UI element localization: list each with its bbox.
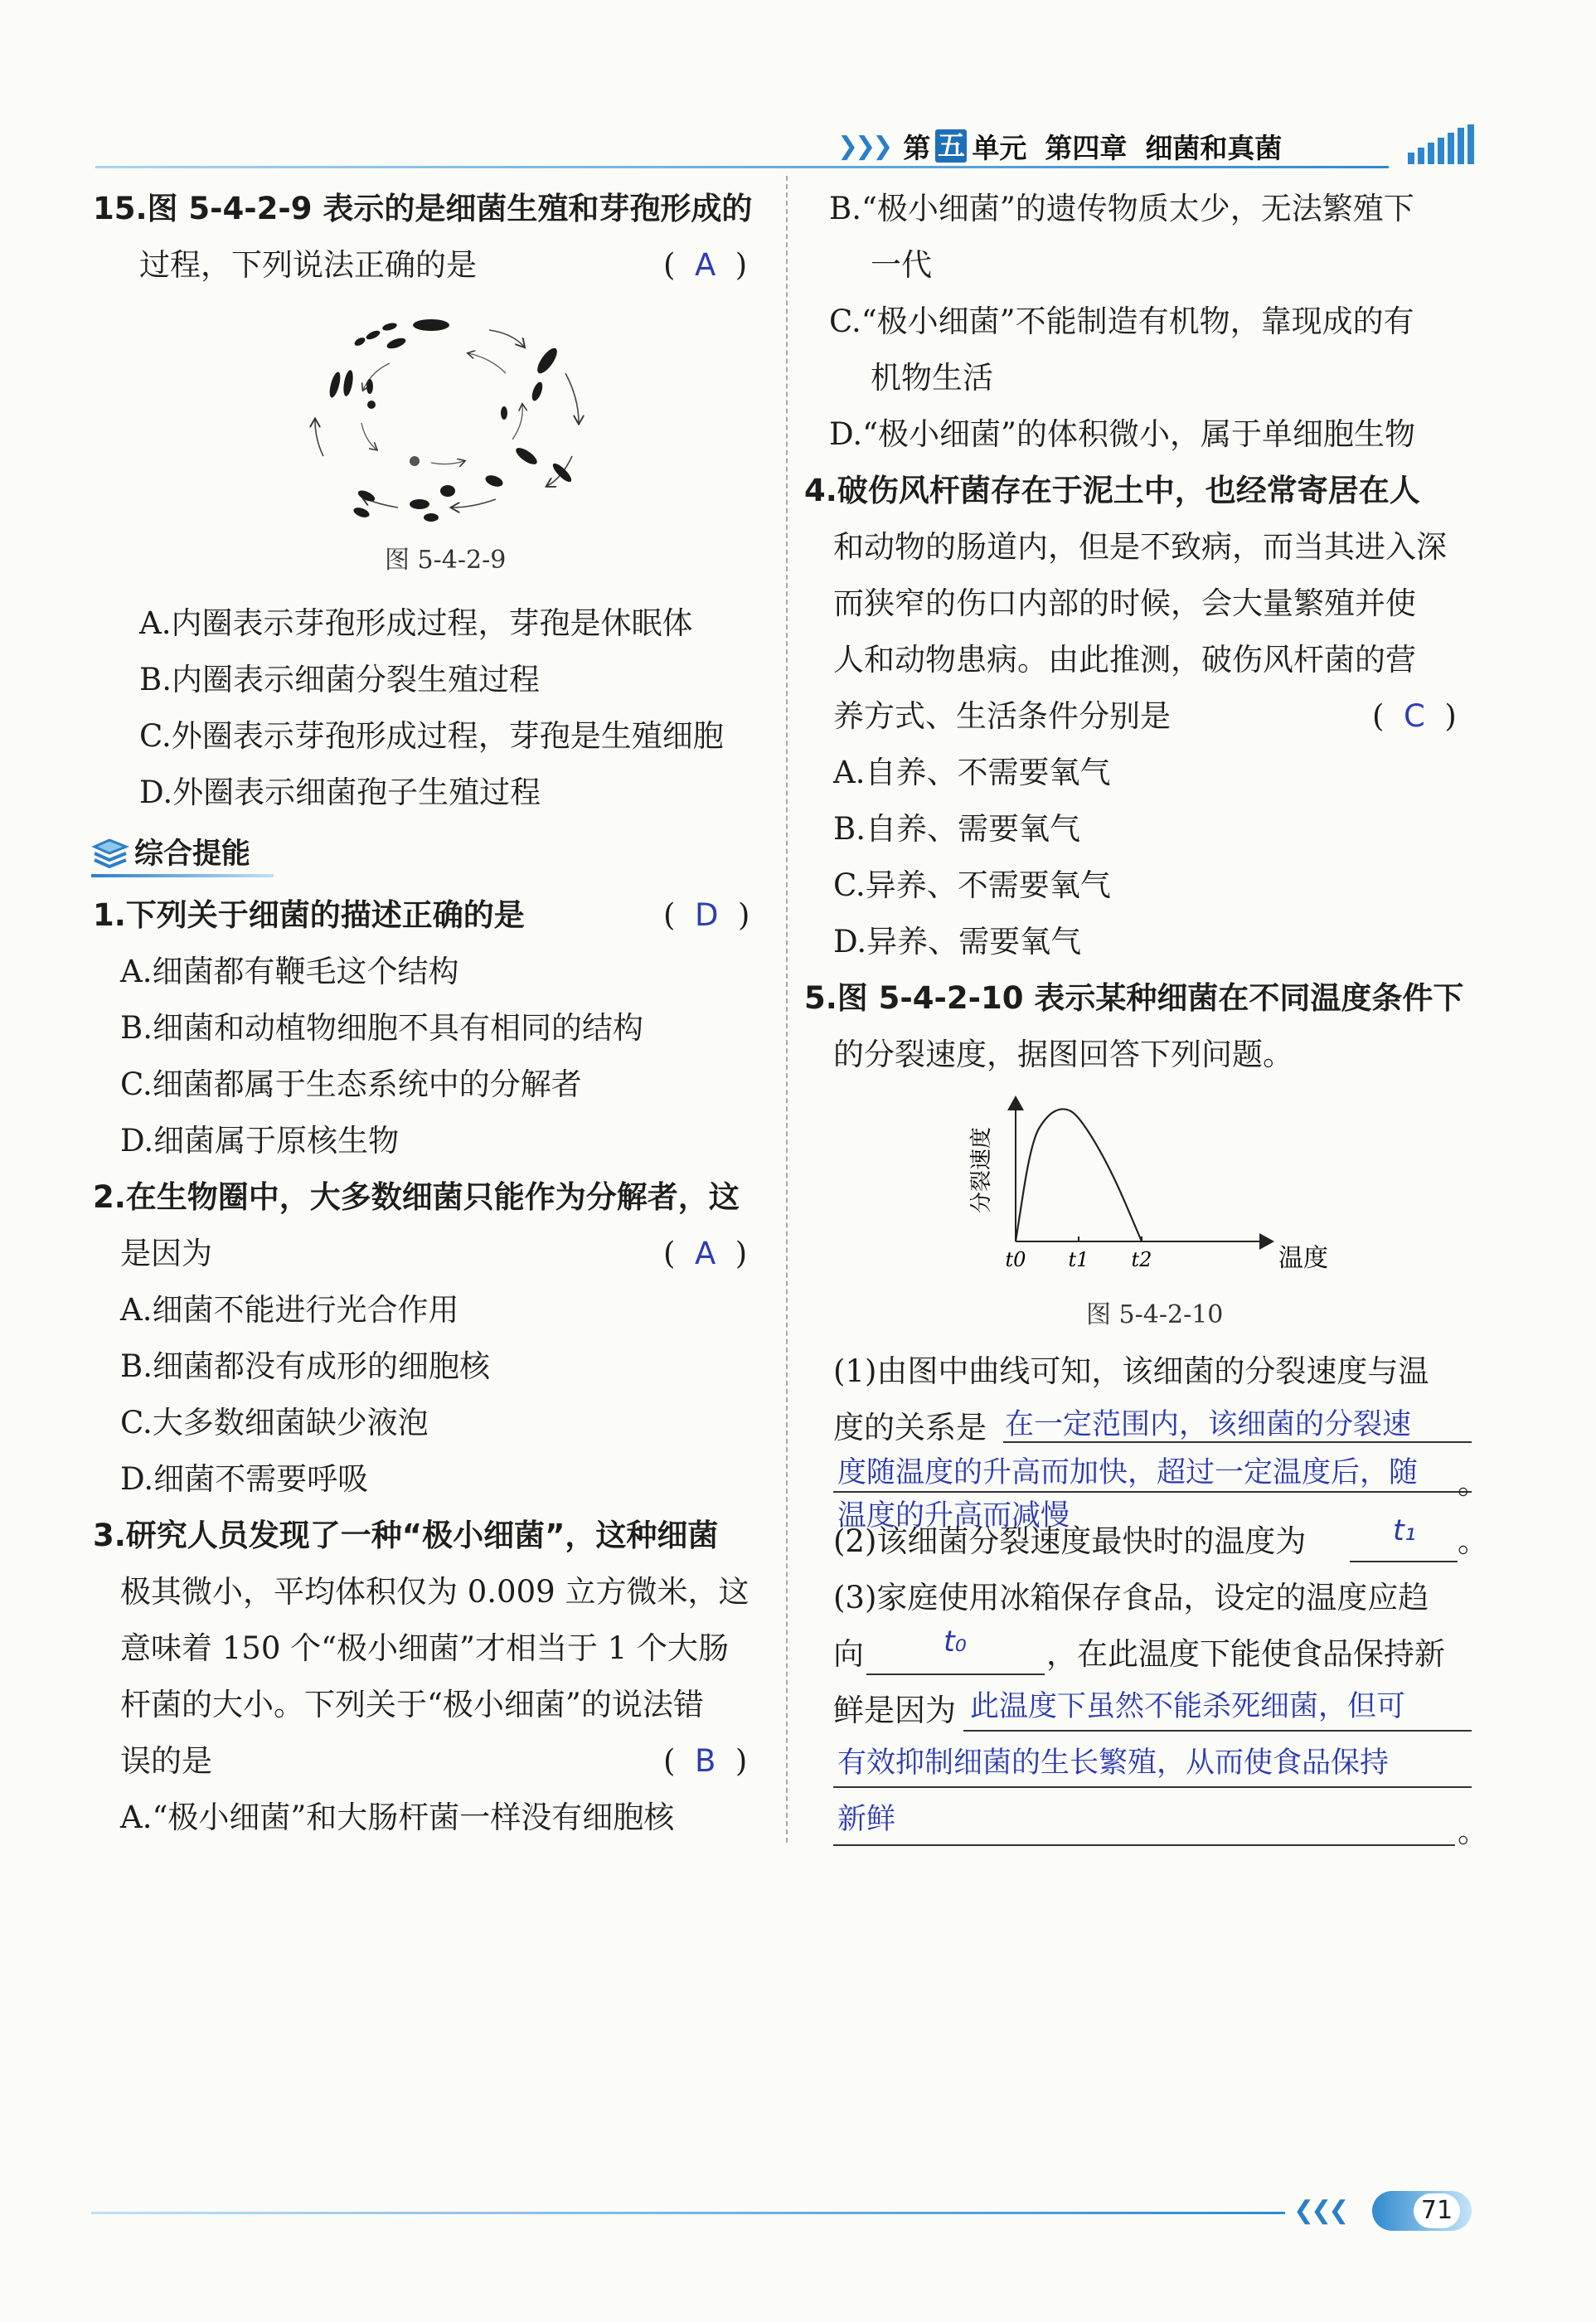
figure-caption-9: 图 5-4-2-9	[385, 546, 507, 575]
answer-line-6	[833, 1785, 1472, 1788]
q4-option-a: A.自养、不需要氧气	[833, 755, 1111, 790]
answer-line-4	[866, 1672, 1045, 1675]
q3-option-c-line1: C.“极小细菌”不能制造有机物，靠现成的有	[829, 304, 1414, 339]
q2-option-b: B.细菌都没有成形的细胞核	[120, 1348, 490, 1384]
period-1: 。	[1458, 1465, 1488, 1501]
x-tick-label: t0	[1005, 1248, 1026, 1271]
q4-answer-bracket: ( C )	[1372, 698, 1457, 734]
period-2: 。	[1458, 1523, 1488, 1559]
books-icon	[91, 835, 129, 868]
q15-option-b: B.内圈表示细菌分裂生殖过程	[139, 662, 540, 697]
q15-line1: 15.图 5-4-2-9 表示的是细菌生殖和芽孢形成的	[93, 191, 753, 226]
x-axis-label: 温度	[1278, 1244, 1328, 1273]
q5-sub3-answer-2: 有效抑制细菌的生长繁殖，从而使食品保持	[837, 1746, 1390, 1780]
q15-option-c: C.外圈表示芽孢形成过程，芽孢是生殖细胞	[139, 718, 724, 754]
q1-option-c: C.细菌都属于生态系统中的分解者	[120, 1066, 582, 1102]
answer-line-5	[963, 1728, 1472, 1732]
q4-line1: 4.破伤风杆菌存在于泥土中，也经常寄居在人	[804, 473, 1420, 508]
header-unit: 单元	[972, 131, 1027, 164]
series-curve	[1016, 1109, 1142, 1241]
section-title	[91, 831, 250, 872]
q2-option-c: C.大多数细菌缺少液泡	[120, 1405, 429, 1440]
y-axis-label: 分裂速度	[969, 1126, 994, 1214]
q3-line1: 3.研究人员发现了一种“极小细菌”，这种细菌	[93, 1518, 719, 1553]
q2-option-a: A.细菌不能进行光合作用	[120, 1292, 459, 1328]
q2-answer-bracket: ( A )	[663, 1236, 748, 1271]
unit-number: 五	[935, 129, 967, 163]
header-rule	[95, 166, 1389, 168]
q3-option-b-line1: B.“极小细菌”的遗传物质太少，无法繁殖下	[829, 191, 1414, 226]
q5-sub3-post: ，在此温度下能使食品保持新	[1046, 1636, 1445, 1672]
q5-sub1-line2: 度的关系是	[833, 1410, 987, 1445]
q5-sub3-answer-3: 新鲜	[837, 1803, 896, 1836]
q5-sub1-answer-1: 在一定范围内，该细菌的分裂速	[1005, 1408, 1412, 1441]
q5-sub2-answer: t₁	[1393, 1514, 1416, 1547]
q5-sub1-answer-2: 度随温度的升高而加快，超过一定温度后，随	[837, 1456, 1419, 1489]
q5-sub3-line3: 鲜是因为	[833, 1693, 956, 1728]
q1-answer-bracket: ( D )	[663, 897, 750, 933]
q4-option-d: D.异养、需要氧气	[833, 924, 1082, 959]
q4-line3: 而狭窄的伤口内部的时候，会大量繁殖并使	[833, 585, 1416, 621]
q5-sub3-pre: 向	[833, 1636, 864, 1672]
answer-line-7	[833, 1843, 1455, 1846]
q5-line1: 5.图 5-4-2-10 表示某种细菌在不同温度条件下	[804, 980, 1464, 1016]
q15-line2: 过程，下列说法正确的是	[139, 247, 477, 283]
q5-sub3-answer-1: 此温度下虽然不能杀死细菌，但可	[970, 1690, 1406, 1723]
q4-line4: 人和动物患病。由此推测，破伤风杆菌的营	[833, 642, 1416, 678]
q4-option-b: B.自养、需要氧气	[833, 811, 1080, 847]
q3-answer-bracket: ( B )	[663, 1743, 748, 1779]
x-tick-label: t2	[1131, 1248, 1152, 1271]
q1-answer: D	[694, 897, 719, 933]
q4-option-c: C.异养、不需要氧气	[833, 867, 1111, 903]
page-number: 71	[1414, 2193, 1460, 2228]
q1-option-b: B.细菌和动植物细胞不具有相同的结构	[120, 1010, 643, 1046]
signal-bars-icon	[1408, 124, 1476, 164]
q15-answer-bracket: ( A )	[663, 247, 748, 283]
figure-caption-10: 图 5-4-2-10	[1086, 1300, 1224, 1329]
q3-option-c-line2: 机物生活	[871, 360, 993, 396]
q2-answer: A	[694, 1236, 716, 1271]
page-number-badge	[1372, 2191, 1472, 2231]
q1-stem: 1.下列关于细菌的描述正确的是	[93, 897, 525, 933]
section-title-text: 综合提能	[134, 838, 251, 871]
q5-sub2: (2)该细菌分裂速度最快时的温度为	[833, 1523, 1307, 1559]
q3-line4: 杆菌的大小。下列关于“极小细菌”的说法错	[120, 1687, 704, 1722]
q3-line3: 意味着 150 个“极小细菌”才相当于 1 个大肠	[120, 1630, 730, 1666]
q2-line2: 是因为	[120, 1236, 212, 1271]
footer-rule	[91, 2212, 1285, 2214]
q3-option-a: A.“极小细菌”和大肠杆菌一样没有细胞核	[120, 1800, 675, 1835]
answer-line-3	[1350, 1559, 1458, 1562]
footer-arrows-icon: ❮❮❮	[1293, 2196, 1346, 2225]
q3-answer: B	[694, 1743, 716, 1779]
q5-sub3-answer-temp: t₀	[944, 1625, 967, 1659]
page-header	[837, 124, 1282, 168]
q3-line5: 误的是	[120, 1743, 212, 1779]
header-title: 细菌和真菌	[1145, 131, 1283, 164]
q15-answer: A	[694, 247, 716, 283]
header-prefix: 第	[903, 131, 931, 164]
column-divider	[786, 176, 788, 1843]
q4-answer: C	[1403, 698, 1425, 734]
q1-option-a: A.细菌都有鞭毛这个结构	[120, 954, 459, 989]
q3-option-b-line2: 一代	[871, 247, 932, 283]
q1-option-d: D.细菌属于原核生物	[120, 1123, 400, 1159]
q2-option-d: D.细菌不需要呼吸	[120, 1461, 369, 1497]
q4-line5: 养方式、生活条件分别是	[833, 698, 1171, 734]
q5-sub1-answer-3: 温度的升高而减慢	[837, 1499, 1070, 1533]
q5-line2: 的分裂速度，据图回答下列问题。	[833, 1037, 1293, 1072]
q4-line2: 和动物的肠道内，但是不致病，而当其进入深	[833, 529, 1447, 565]
division-speed-chart	[969, 1091, 1328, 1290]
arrows-icon: ❯❯❯	[837, 131, 890, 161]
q2-line1: 2.在生物圈中，大多数细菌只能作为分解者，这	[93, 1179, 740, 1215]
q5-sub1-line1: (1)由图中曲线可知，该细菌的分裂速度与温	[833, 1353, 1429, 1389]
q15-option-d: D.外圈表示细菌孢子生殖过程	[139, 775, 541, 810]
period-3: 。	[1458, 1814, 1488, 1849]
q3-line2: 极其微小，平均体积仅为 0.009 立方微米，这	[120, 1574, 749, 1610]
q15-option-a: A.内圈表示芽孢形成过程，芽孢是休眠体	[139, 605, 693, 641]
q5-sub3-line1: (3)家庭使用冰箱保存食品，设定的温度应趋	[833, 1580, 1429, 1615]
bacteria-cycle-figure	[298, 315, 597, 522]
header-chapter: 第四章	[1045, 131, 1128, 164]
x-tick-label: t1	[1068, 1248, 1089, 1271]
q3-option-d: D.“极小细菌”的体积微小，属于单细胞生物	[829, 416, 1415, 452]
